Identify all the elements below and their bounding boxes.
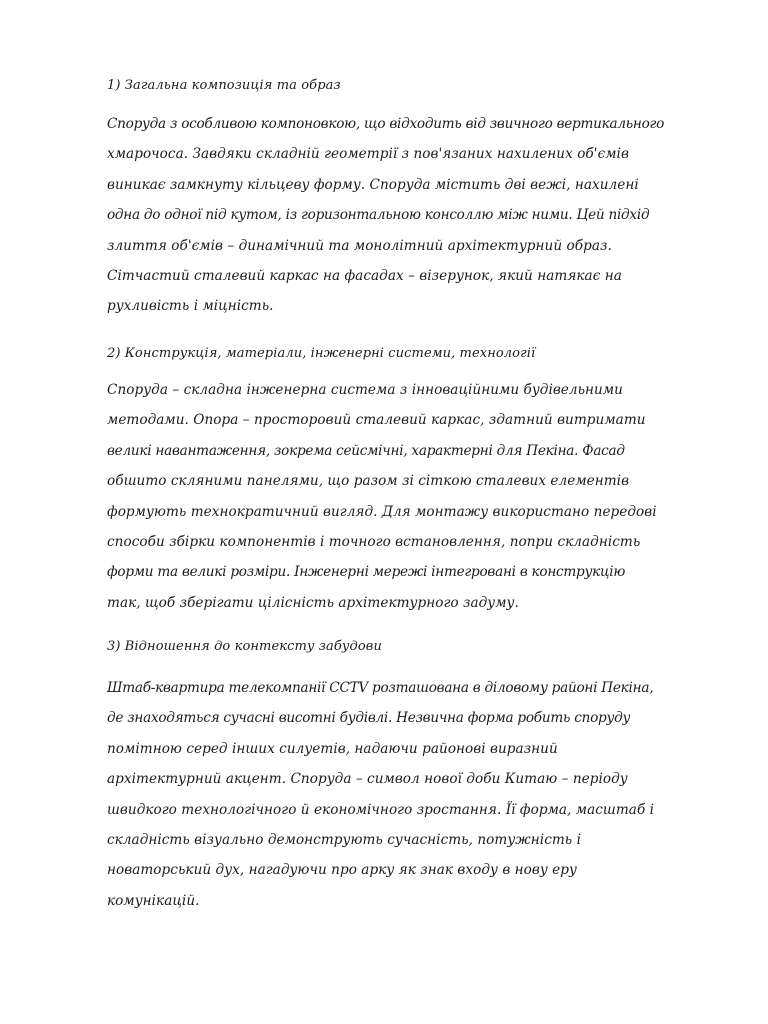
text-line: способи збірки компонентів і точного встановлення, попри складність [107,533,641,550]
text-line: великі навантаження, зокрема сейсмічні, характерні для Пекіна. Фасад [107,442,625,459]
text-line: виникає замкнуту кільцеву форму. Споруда містить дві вежі, нахилені [107,176,639,193]
text-line: обшито скляними панелями, що разом зі сіткою сталевих елементів [107,473,630,490]
text-line: Споруда – складна інженерна система з інноваційними будівельними [107,382,623,398]
text-line: комунікацій. [107,892,200,909]
paragraph-composition [107,109,717,322]
paragraph-context [107,673,717,916]
text-line: хмарочоса. Завдяки складній геометрії з пов'язаних нахилених об'ємів [107,146,629,163]
text-line: складність візуально демонструють сучасність, потужність і [107,831,582,848]
text-line: де знаходяться сучасні висотні будівлі. Незвична форма робить споруду [107,710,631,727]
text-line: формують технократичний вигляд. Для монтажу використано передові [107,503,657,520]
text-line: рухливість і міцність. [107,298,274,315]
text-line: методами. Опора – просторовий сталевий каркас, здатний витримати [107,412,646,429]
text-line: Штаб-квартира телекомпанії CCTV розташована в діловому районі Пекіна, [107,680,654,696]
text-line: новаторський дух, нагадуючи про арку як знак входу в нову еру [107,862,577,879]
text-line: одна до одної під кутом, із горизонтальною консоллю між ними. Цей підхід [107,207,650,224]
section-heading-composition: 1) Загальна композиція та образ [107,78,341,93]
section-heading-context: 3) Відношення до контексту забудови [107,639,382,654]
text-line: так, щоб зберігати цілісність архітектурного задуму. [107,594,519,611]
section-heading-construction: 2) Конструкція, матеріали, інженерні системи, технології [107,346,536,361]
text-line: швидкого технологічного й економічного зростання. Її форма, масштаб і [107,801,655,818]
paragraph-construction [107,375,717,618]
text-line: помітною серед інших силуетів, надаючи районові виразний [107,740,558,757]
text-line: форми та великі розміри. Інженерні мережі інтегровані в конструкцію [107,564,626,581]
text-line: Сітчастий сталевий каркас на фасадах – візерунок, який натякає на [107,267,622,284]
text-line: архітектурний акцент. Споруда – символ нової доби Китаю – періоду [107,771,628,788]
text-line: злиття об'ємів – динамічний та монолітний архітектурний образ. [107,237,612,254]
text-line: Споруда з особливою компоновкою, що відходить від звичного вертикального [107,116,665,132]
